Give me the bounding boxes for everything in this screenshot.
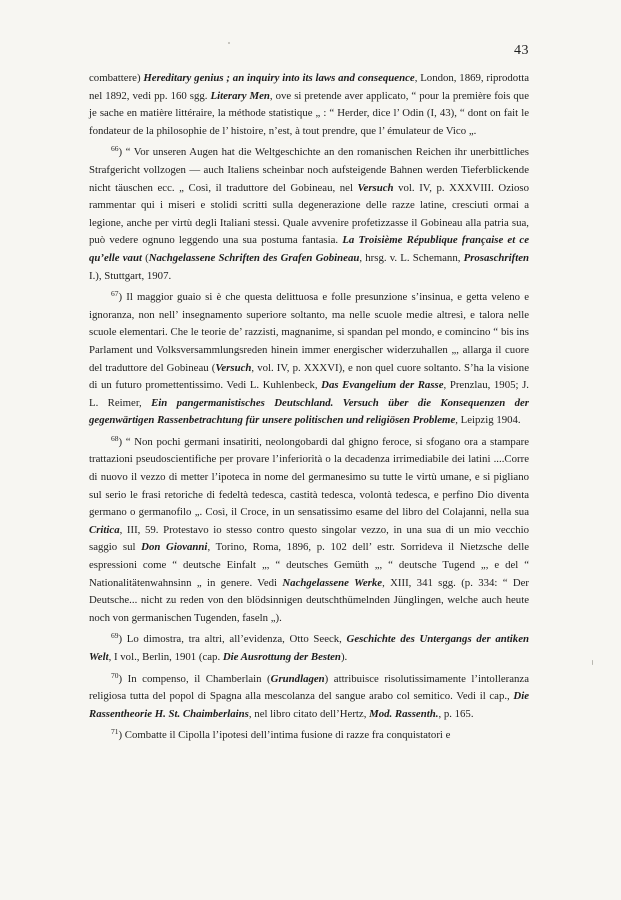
cited-title: Ein pangermanistisches Deutschland. Versuch über die Konsequenzen der gegenwärtigen Rassenbetrachtung für unsere politischen und religiösen Probleme (89, 396, 529, 427)
footnote-text: , vol. IV, p. XXXVI), e non quel cuore soltanto. S’ha la visione di un futuro promettentissimo. Vedi L. Kuhlenbeck, (89, 361, 529, 392)
cited-title: Hereditary genius ; an inquiry into its laws and consequence (143, 72, 415, 84)
footnote-text: vol. IV, p. XXXVIII. Ozioso rammentar qui i miseri e stolidi scritti sulla degenerazione delle razze latine, cresciuti ormai a legione, anche per virtù degli Italiani stessi. Quale avvenire profetizzasse il Gobineau alla patria sua, può vedere ognuno leggendo una sua postuma fantasia. (89, 181, 529, 247)
footnote-number: 71 (111, 727, 119, 737)
cited-title: Grundlagen (270, 672, 325, 685)
footnote-text: , hrsg. v. L. Schemann, (359, 251, 464, 264)
footnote-number: 66 (111, 144, 119, 154)
footnote-66 (89, 140, 529, 285)
footnote-71 (89, 723, 529, 745)
paper-speck (592, 660, 593, 665)
cited-title: Die Ausrottung der Besten (222, 651, 341, 663)
cited-title: Literary Men (210, 89, 270, 102)
footnotes-block (89, 70, 529, 745)
cited-title: Versuch (357, 181, 394, 194)
footnote-text: ) “ Vor unseren Augen hat die Weltgeschichte an den romanischen Reichen ihr unerbittliches Strafgericht vollzogen — auch Italiens scheinbar noch aufsteigende Bahnen werden Tieferblickende nicht täuschen ecc. „ Così, il traduttore del Gobineau, nel (89, 146, 529, 194)
cited-title: Prosaschriften (463, 251, 529, 264)
page-number: 43 (514, 43, 529, 58)
footnote-text: , III, 59. Protestavo io stesso contro questo singolar vezzo, in una sua di un mio vecchio saggio sul (89, 523, 529, 554)
footnote-69 (89, 627, 529, 666)
footnote-68 (89, 430, 529, 628)
cited-title: Don Giovanni (141, 541, 208, 554)
footnote-text: ) Combatte il Cipolla l’ipotesi dell’intima fusione di razze fra conquistatori e (118, 729, 451, 742)
footnote-text: , Torino, Roma, 1896, p. 102 dell’ estr. Sorrideva il Nietzsche delle espressioni come “ deutsche Einfalt „, “ deutsches Gemüth „, “ deutsche Tugend „, e del “ Nationalitätenwahnsinn „ in genere. Vedi (89, 541, 530, 589)
footnote-text: combattere) (89, 72, 144, 84)
footnote-text: , Leipzig 1904. (455, 414, 521, 427)
footnote-text: , XIII, 341 sgg. (p. 334: “ Der Deutsche... nicht zu reden von den blödsinnigen deutschthümelnden Jünglingen, welche auch heute noch von germanischen Tugenden, faseln „). (89, 576, 530, 624)
cited-title: La Troisième République française et ce qu’elle vaut (89, 234, 529, 264)
footnote-text: ) attribuisce risolutissimamente l’intolleranza religiosa tutta del popol di Spagna alla mescolanza del sangue arabo col semitico. Vedi il cap., (89, 672, 529, 703)
footnote-70 (89, 667, 529, 724)
cited-title: Die Rassentheorie H. St. Chaimberlains (89, 690, 529, 720)
footnote-number: 69 (111, 631, 119, 641)
footnote-text: , nel libro citato dell’Hertz, (248, 707, 370, 720)
footnote-text: ( (141, 251, 149, 264)
footnote-text: , I vol., Berlin, 1901 (cap. (108, 651, 223, 663)
cited-title: Mod. Rassenth. (369, 707, 439, 720)
footnote-number: 68 (111, 433, 119, 443)
footnote-number: 67 (111, 289, 119, 299)
footnote-text: , London, 1869, riprodotta nel 1892, vedi pp. 160 sgg. (89, 72, 529, 102)
footnote-text: I.), Stuttgart, 1907. (89, 269, 172, 282)
footnote-text: ) In compenso, il Chamberlain ( (118, 672, 271, 685)
footnote-text: , p. 165. (438, 707, 474, 720)
footnote-cont (89, 70, 529, 140)
cited-title: Nachgelassene Werke (282, 576, 383, 589)
footnote-text: , Prenzlau, 1905; J. L. Reimer, (89, 379, 529, 409)
footnote-text: ) Il maggior guaio si è che questa delittuosa e folle presunzione s’insinua, e getta veleno e ignoranza, non nell’ insegnamento superiore soltanto, ma nelle scuole medie altresì, e talora nelle scuole elementari. Che le teorie de’ razzisti, magnanime, si spandan pel mondo, e comincino “ bis ins Parlament und Volksversammlungsreden hinein immer energischer widerzuhallen „, allarga il cuore del traduttore del Gobineau ( (89, 291, 529, 374)
paper-speck (228, 42, 230, 44)
footnote-text: , ove si pretende aver applicato, “ pour la première fois que je sache en matière littéraire, la méthode statistique „ : “ Herder, dice l’ Odin (I, 43), “ dont on fait le fondateur de la philosophie de l’ histoire, n’est, à tout prendre, que l’ émulateur de Vico „. (89, 89, 529, 137)
cited-title: Nachgelassene Schriften des Grafen Gobineau (148, 251, 360, 264)
cited-title: Das Evangelium der Rasse (321, 379, 444, 392)
footnote-text: ) “ Non pochi germani insatiriti, neolongobardi dal ghigno feroce, si sfogano ora a stampare trattazioni pseudoscientifiche per provare l’inferiorità o la decadenza irrimediabile dei latini ....Corre di nuovo il vezzo di metter l’ipoteca in nome del germanesimo su tutte le virtù umane, e si pigliano sul serio le frasi retoriche di fedeltà tedesca, castità tedesca, volontà tedesca, e perfino Dio diventa germano o germanofilo „. Così, il Croce, in un sensatissimo esame del libro del Colajanni, nella sua (89, 435, 529, 519)
cited-title: Critica (89, 523, 120, 536)
footnote-67 (89, 285, 529, 430)
cited-title: Versuch (215, 361, 252, 374)
footnote-text: ). (340, 651, 348, 663)
footnote-text: ) Lo dimostra, tra altri, all’evidenza, Otto Seeck, (118, 633, 347, 646)
footnote-number: 70 (111, 670, 119, 680)
cited-title: Geschichte des Untergangs der antiken Welt (89, 633, 529, 663)
